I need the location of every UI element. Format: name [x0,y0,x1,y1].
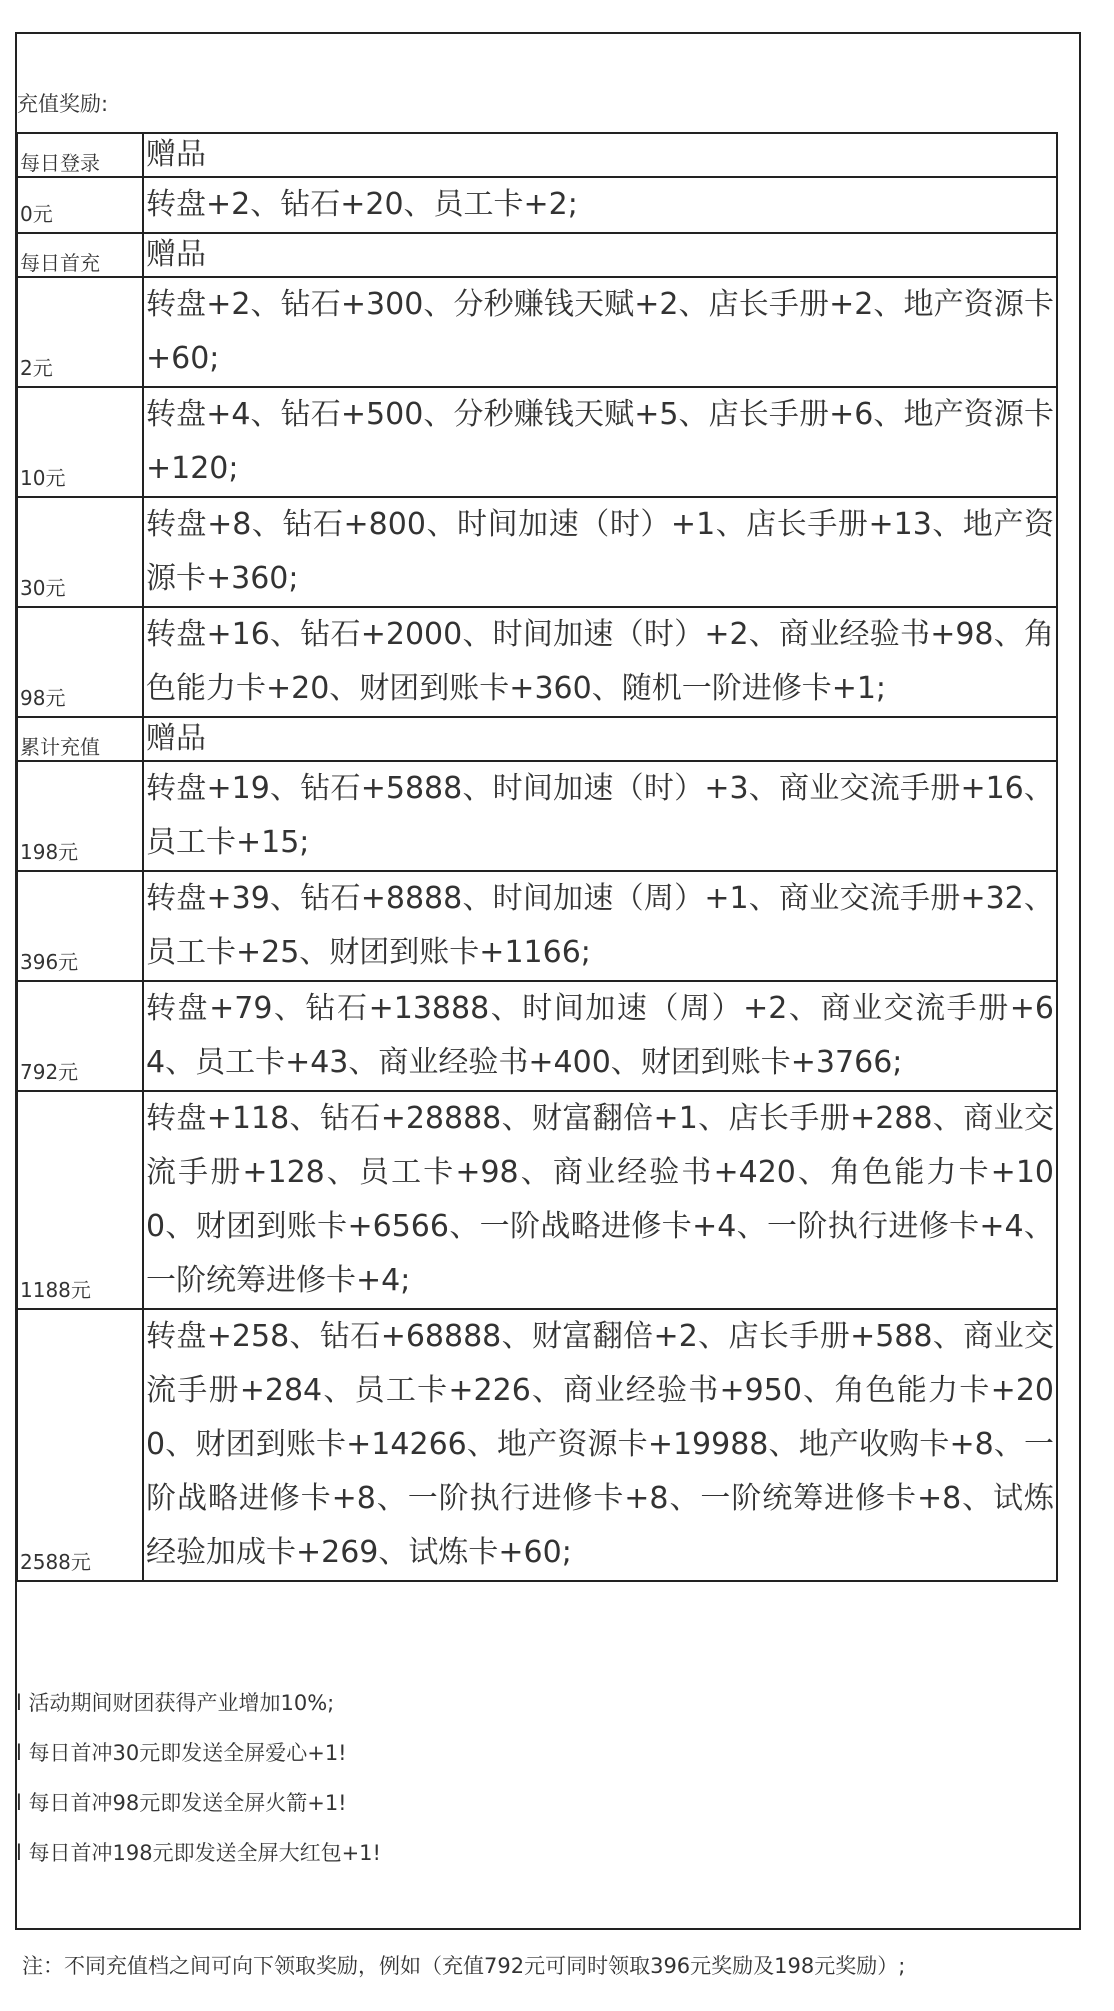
table-row [17,1309,1057,1581]
table-section-header [17,717,1057,761]
footnote: 注：不同充值档之间可向下领取奖励，例如（充值792元可同时领取396元奖励及198元奖励）; [22,1954,906,1978]
reward-value: 转盘+4、钻石+500、分秒赚钱天赋+5、店长手册+6、地产资源卡+120; [143,387,1057,497]
table-row [17,607,1057,717]
reward-value: 转盘+118、钻石+28888、财富翻倍+1、店长手册+288、商业交流手册+128、员工卡+98、商业经验书+420、角色能力卡+100、财团到账卡+6566、一阶战略进修卡+4、一阶执行进修卡+4、一阶统筹进修卡+4; [143,1091,1057,1309]
reward-value: 转盘+16、钻石+2000、时间加速（时）+2、商业经验书+98、角色能力卡+20、财团到账卡+360、随机一阶进修卡+1; [143,607,1057,717]
section-label: 累计充值 [17,717,143,761]
section-value: 赠品 [143,717,1057,761]
table-row [17,1091,1057,1309]
reward-value: 转盘+2、钻石+20、员工卡+2; [143,177,1057,233]
tier-label: 198元 [17,761,143,871]
note-item: l 每日首冲98元即发送全屏火箭+1! [16,1791,347,1815]
notes-list [16,1678,381,1878]
note-item: l 每日首冲30元即发送全屏爱心+1! [16,1741,347,1765]
table-row [17,981,1057,1091]
reward-value: 转盘+258、钻石+68888、财富翻倍+2、店长手册+588、商业交流手册+284、员工卡+226、商业经验书+950、角色能力卡+200、财团到账卡+14266、地产资源卡+19988、地产收购卡+8、一阶战略进修卡+8、一阶执行进修卡+8、一阶统筹进修卡+8、试炼经验加成卡+269、试炼卡+60; [143,1309,1057,1581]
tier-label: 2元 [17,277,143,387]
tier-label: 0元 [17,177,143,233]
table-row [17,387,1057,497]
section-value: 赠品 [143,133,1057,177]
tier-label: 10元 [17,387,143,497]
section-value: 赠品 [143,233,1057,277]
section-label: 每日登录 [17,133,143,177]
table-row [17,177,1057,233]
note-item: l 每日首冲198元即发送全屏大红包+1! [16,1841,381,1865]
reward-value: 转盘+39、钻石+8888、时间加速（周）+1、商业交流手册+32、员工卡+25、财团到账卡+1166; [143,871,1057,981]
tier-label: 396元 [17,871,143,981]
tier-label: 792元 [17,981,143,1091]
table-row [17,497,1057,607]
reward-value: 转盘+8、钻石+800、时间加速（时）+1、店长手册+13、地产资源卡+360; [143,497,1057,607]
tier-label: 2588元 [17,1309,143,1581]
tier-label: 98元 [17,607,143,717]
reward-table [16,132,1058,1582]
table-section-header [17,133,1057,177]
note-item: l 活动期间财团获得产业增加10%; [16,1691,335,1715]
tier-label: 30元 [17,497,143,607]
reward-value: 转盘+19、钻石+5888、时间加速（时）+3、商业交流手册+16、员工卡+15; [143,761,1057,871]
table-section-header [17,233,1057,277]
section-label: 每日首充 [17,233,143,277]
page-title: 充值奖励: [17,92,109,116]
table-row [17,761,1057,871]
table-row [17,871,1057,981]
table-row [17,277,1057,387]
reward-value: 转盘+79、钻石+13888、时间加速（周）+2、商业交流手册+64、员工卡+43、商业经验书+400、财团到账卡+3766; [143,981,1057,1091]
tier-label: 1188元 [17,1091,143,1309]
reward-value: 转盘+2、钻石+300、分秒赚钱天赋+2、店长手册+2、地产资源卡+60; [143,277,1057,387]
